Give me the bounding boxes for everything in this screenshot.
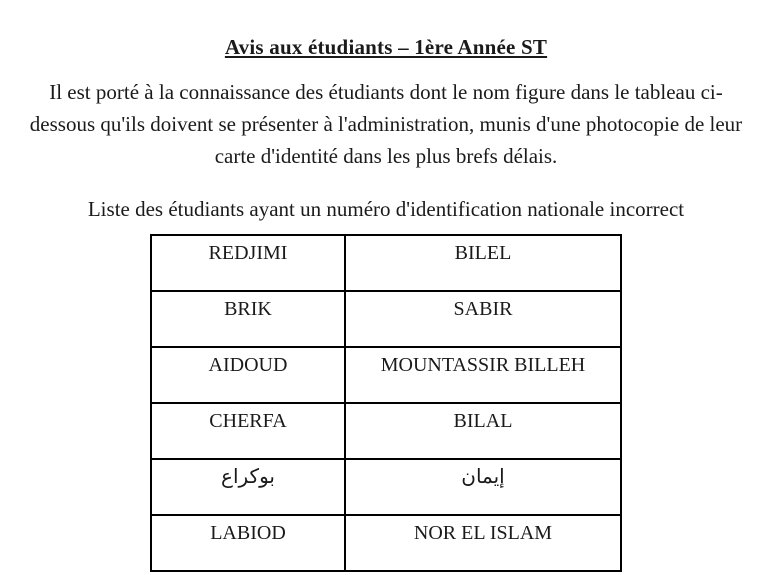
table-caption: Liste des étudiants ayant un numéro d'identification nationale incorrect	[87, 197, 685, 221]
table-cell-lastname: LABIOD	[151, 515, 345, 571]
table-row	[151, 291, 621, 347]
table-cell-lastname: BRIK	[151, 291, 345, 347]
table-row	[151, 403, 621, 459]
notice-paragraph: Il est porté à la connaissance des étudiants dont le nom figure dans le tableau ci-dessous qu'ils doivent se présenter à l'administration, munis d'une photocopie de leur carte d'identité dans les plus brefs délais.	[29, 80, 743, 168]
table-cell-lastname: CHERFA	[151, 403, 345, 459]
page-title: Avis aux étudiants – 1ère Année ST	[224, 35, 548, 59]
table-cell-lastname: AIDOUD	[151, 347, 345, 403]
table-cell-firstname: BILEL	[345, 235, 621, 291]
table-row	[151, 347, 621, 403]
students-table	[150, 234, 622, 572]
table-row	[151, 515, 621, 571]
table-cell-firstname: إيمان	[345, 459, 621, 515]
table-cell-firstname: NOR EL ISLAM	[345, 515, 621, 571]
table-cell-firstname: SABIR	[345, 291, 621, 347]
table-row	[151, 459, 621, 515]
table-cell-firstname: BILAL	[345, 403, 621, 459]
table-cell-firstname: MOUNTASSIR BILLEH	[345, 347, 621, 403]
table-cell-lastname: بوكراع	[151, 459, 345, 515]
table-cell-lastname: REDJIMI	[151, 235, 345, 291]
table-row	[151, 235, 621, 291]
